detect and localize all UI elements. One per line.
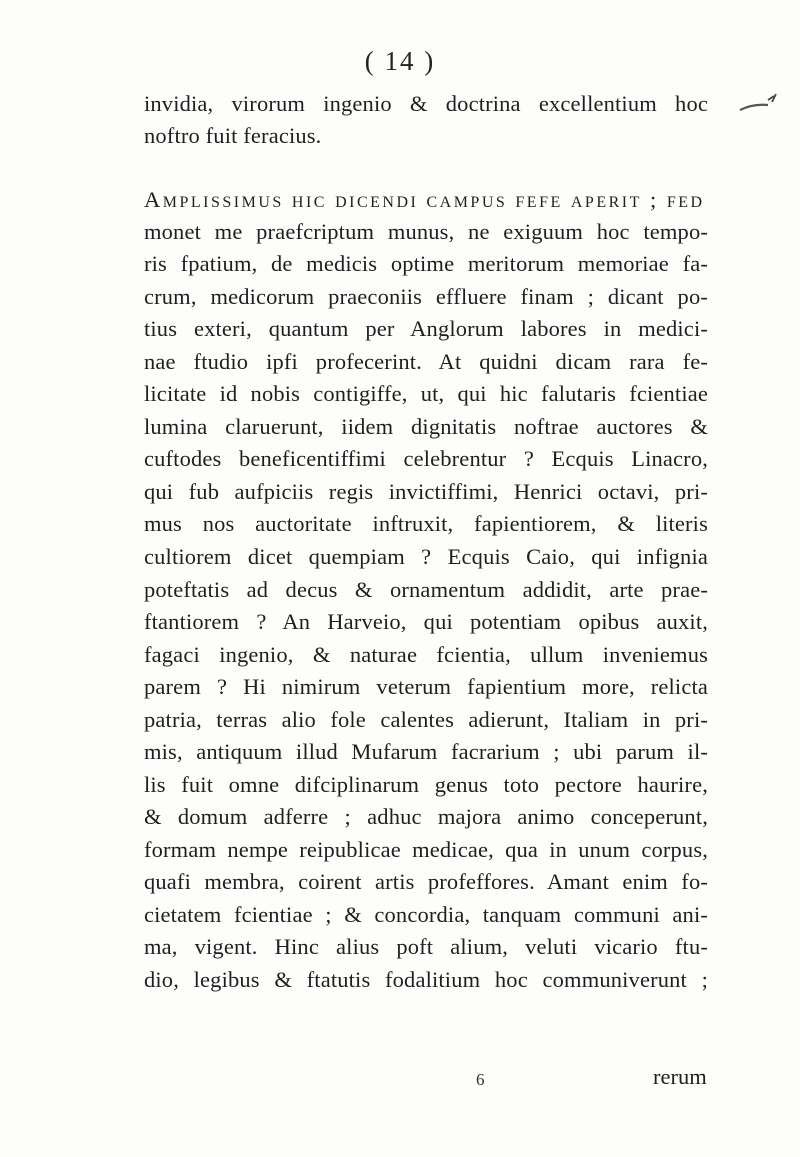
text-line-19: patria, terras alio fole calentes adierunt, Italiam in pri-	[144, 707, 708, 732]
text-line-6: crum, medicorum praeconiis effluere finam ; dicant po-	[144, 284, 708, 309]
text-line-2: noftro fuit feracius.	[144, 123, 322, 148]
text-line-22: & domum adferre ; adhuc majora animo conceperunt,	[144, 804, 708, 829]
text-line-12: qui fub aufpiciis regis invictiffimi, Henrici octavi, pri-	[144, 479, 708, 504]
text-line-4: monet me praefcriptum munus, ne exiguum hoc tempo-	[144, 219, 708, 244]
paragraph-first-line	[144, 189, 708, 212]
text-line-7: tius exteri, quantum per Anglorum labores in medici-	[144, 316, 708, 341]
text-line-8: nae ftudio ipfi profecerint. At quidni dicam rara fe-	[144, 349, 708, 374]
signature-mark: 6	[476, 1070, 485, 1089]
text-line-24: quafi membra, coirent artis profeffores. Amant enim fo-	[144, 869, 708, 894]
ink-mark-icon	[738, 92, 780, 118]
text-line-25: cietatem fcientiae ; & concordia, tanquam communi ani-	[144, 902, 708, 927]
text-line-1: invidia, virorum ingenio & doctrina excellentium hoc	[144, 91, 708, 116]
drop-initial: A	[144, 187, 163, 212]
text-line-23: formam nempe reipublicae medicae, qua in unum corpus,	[144, 837, 708, 862]
text-line-15: poteftatis ad decus & ornamentum addidit, arte prae-	[144, 577, 708, 602]
text-line-18: parem ? Hi nimirum veterum fapientium more, relicta	[144, 674, 708, 699]
text-line-14: cultiorem dicet quempiam ? Ecquis Caio, qui infignia	[144, 544, 708, 569]
catchword: rerum	[653, 1064, 707, 1089]
text-line-17: fagaci ingenio, & naturae fcientia, ullum inveniemus	[144, 642, 708, 667]
text-line-5: ris fpatium, de medicis optime meritorum memoriae fa-	[144, 251, 708, 276]
text-line-3: mplissimus hic dicendi campus fefe aperit ; fed	[162, 187, 705, 212]
text-line-11: cuftodes beneficentiffimi celebrentur ? Ecquis Linacro,	[144, 446, 708, 471]
text-line-26: ma, vigent. Hinc alius poft alium, veluti vicario ftu-	[144, 934, 708, 959]
text-line-9: licitate id nobis contigiffe, ut, qui hic falutaris fcientiae	[144, 381, 708, 406]
text-line-16: ftantiorem ? An Harveio, qui potentiam opibus auxit,	[144, 609, 708, 634]
text-line-13: mus nos auctoritate inftruxit, fapientiorem, & literis	[144, 511, 708, 536]
text-line-20: mis, antiquum illud Mufarum facrarium ; ubi parum il-	[144, 739, 708, 764]
page-number-header: ( 14 )	[364, 46, 436, 76]
text-line-21: lis fuit omne difciplinarum genus toto pectore haurire,	[144, 772, 708, 797]
text-line-27: dio, legibus & ftatutis fodalitium hoc communiverunt ;	[144, 967, 708, 992]
text-line-10: lumina claruerunt, iidem dignitatis noftrae auctores &	[144, 414, 708, 439]
